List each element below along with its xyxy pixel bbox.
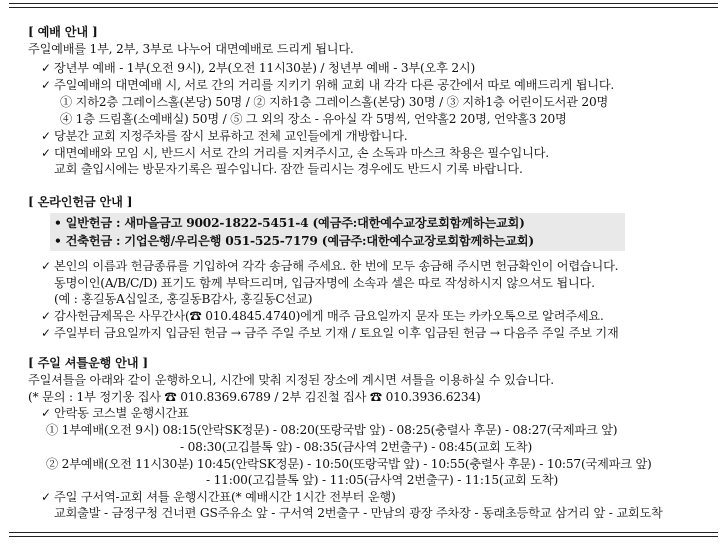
shuttle-item: ✓ 안락동 코스별 운행시간표 bbox=[38, 406, 189, 421]
check-icon: ✓ bbox=[40, 490, 51, 504]
offering-note: ✓ 주일부터 금요일까지 입금된 헌금 → 금주 주일 주보 기재 / 토요일 이후 입금된 헌금 → 다음주 주일 주보 기재 bbox=[38, 326, 619, 341]
offering-note-cont: 동명이인(A/B/C/D) 표기도 함께 부탁드리며, 입금자명에 소속과 셀은 따로 작성하시지 않으셔도 됩니다. bbox=[54, 276, 595, 290]
worship-item: ✓ 대면예배와 모임 시, 반드시 서로 간의 거리를 지켜주시고, 손 소독과 마스크 착용은 필수입니다. bbox=[38, 146, 549, 161]
check-icon: ✓ bbox=[40, 129, 51, 143]
check-icon: ✓ bbox=[40, 61, 51, 75]
worship-item: ✓ 주일예배의 대면예배 시, 서로 간의 거리를 지키기 위해 교회 내 각각 다른 공간에서 따로 예배드리게 됩니다. bbox=[38, 78, 614, 93]
shuttle-item: ✓ 주일 구서역-교회 셔틀 운행시간표(* 예배시간 1시간 전부터 운행) bbox=[38, 490, 396, 505]
shuttle-schedule-1-cont: - 08:30(고깁블톡 앞) - 08:35(금사역 2번출구) - 08:45(교회 도착) bbox=[180, 440, 532, 454]
worship-item: ✓ 장년부 예배 - 1부(오전 9시), 2부(오전 11시30분) / 청년부 예배 - 3부(오후 2시) bbox=[38, 61, 475, 76]
account-building: • 건축헌금 : 기업은행/우리은행 051-525-7179 (예금주:대한예수교장로회함께하는교회) bbox=[54, 234, 534, 248]
worship-room-list: ④ 1층 드림홀(소예배실) 50명 / ⑤ 그 외의 장소 - 유아실 각 5명씩, 언약홀2 20명, 언약홀3 20명 bbox=[60, 112, 567, 126]
bottom-rule-2 bbox=[9, 536, 718, 537]
check-icon: ✓ bbox=[40, 146, 51, 160]
worship-note: 교회 출입시에는 방문자기록은 필수입니다. 잠깐 들리시는 경우에도 반드시 기록 바랍니다. bbox=[54, 162, 523, 176]
bottom-rule bbox=[9, 532, 718, 533]
top-rule bbox=[9, 3, 718, 4]
worship-room-list: ① 지하2층 그레이스홀(본당) 50명 / ② 지하1층 그레이스홀(본당) 30명 / ③ 지하1층 어린이도서관 20명 bbox=[60, 95, 609, 109]
offering-note: ✓ 감사헌금제목은 사무간사(☎ 010.4845.4740)에게 매주 금요일까지 문자 또는 카카오톡으로 알려주세요. bbox=[38, 309, 604, 324]
shuttle-route: 교회출발 - 금정구청 건너편 GS주유소 앞 - 구서역 2번출구 - 만남의 광장 주차장 - 동래초등학교 삼거리 앞 - 교회도착 bbox=[54, 506, 663, 520]
shuttle-intro: 주일셔틀을 아래와 같이 운행하오니, 시간에 맞춰 지정된 장소에 계시면 셔틀을 이용하실 수 있습니다. bbox=[28, 373, 554, 387]
check-icon: ✓ bbox=[40, 78, 51, 92]
account-general: • 일반헌금 : 새마을금고 9002-1822-5451-4 (예금주:대한예수교장로회함께하는교회) bbox=[54, 216, 525, 230]
check-icon: ✓ bbox=[40, 259, 51, 273]
offering-example: (예 : 홍길동A십일조, 홍길동B감사, 홍길동C선교) bbox=[54, 292, 313, 306]
worship-item: ✓ 당분간 교회 지정주차를 잠시 보류하고 전체 교인들에게 개방합니다. bbox=[38, 129, 407, 144]
offering-heading: [ 온라인헌금 안내 ] bbox=[28, 195, 133, 209]
bullet-icon: • bbox=[54, 216, 62, 230]
shuttle-contact: (* 문의 : 1부 정기웅 집사 ☎ 010.8369.6789 / 2부 김진철 집사 ☎ 010.3936.6234) bbox=[28, 390, 481, 404]
worship-intro: 주일예배를 1부, 2부, 3부로 나누어 대면예배로 드리게 됩니다. bbox=[28, 42, 354, 56]
top-rule-2 bbox=[9, 7, 718, 8]
check-icon: ✓ bbox=[40, 406, 51, 420]
bullet-icon: • bbox=[54, 234, 62, 248]
check-icon: ✓ bbox=[40, 309, 51, 323]
worship-heading: [ 예배 안내 ] bbox=[28, 25, 98, 39]
check-icon: ✓ bbox=[40, 326, 51, 340]
shuttle-schedule-2-cont: - 11:00(고깁블톡 앞) - 11:05(금사역 2번출구) - 11:15(교회 도착) bbox=[206, 473, 558, 487]
offering-note: ✓ 본인의 이름과 헌금종류를 기입하여 각각 송금해 주세요. 한 번에 모두 송금해 주시면 헌금확인이 어렵습니다. bbox=[38, 259, 618, 274]
shuttle-heading: [ 주일 셔틀운행 안내 ] bbox=[28, 356, 148, 370]
shuttle-schedule-1: ① 1부예배(오전 9시) 08:15(안락SK정문) - 08:20(또랑국밥 앞) - 08:25(충렬사 후문) - 08:27(국제파크 앞) bbox=[46, 423, 618, 437]
shuttle-schedule-2: ② 2부예배(오전 11시30분) 10:45(안락SK정문) - 10:50(또랑국밥 앞) - 10:55(충렬사 후문) - 10:57(국제파크 앞) bbox=[46, 457, 652, 471]
